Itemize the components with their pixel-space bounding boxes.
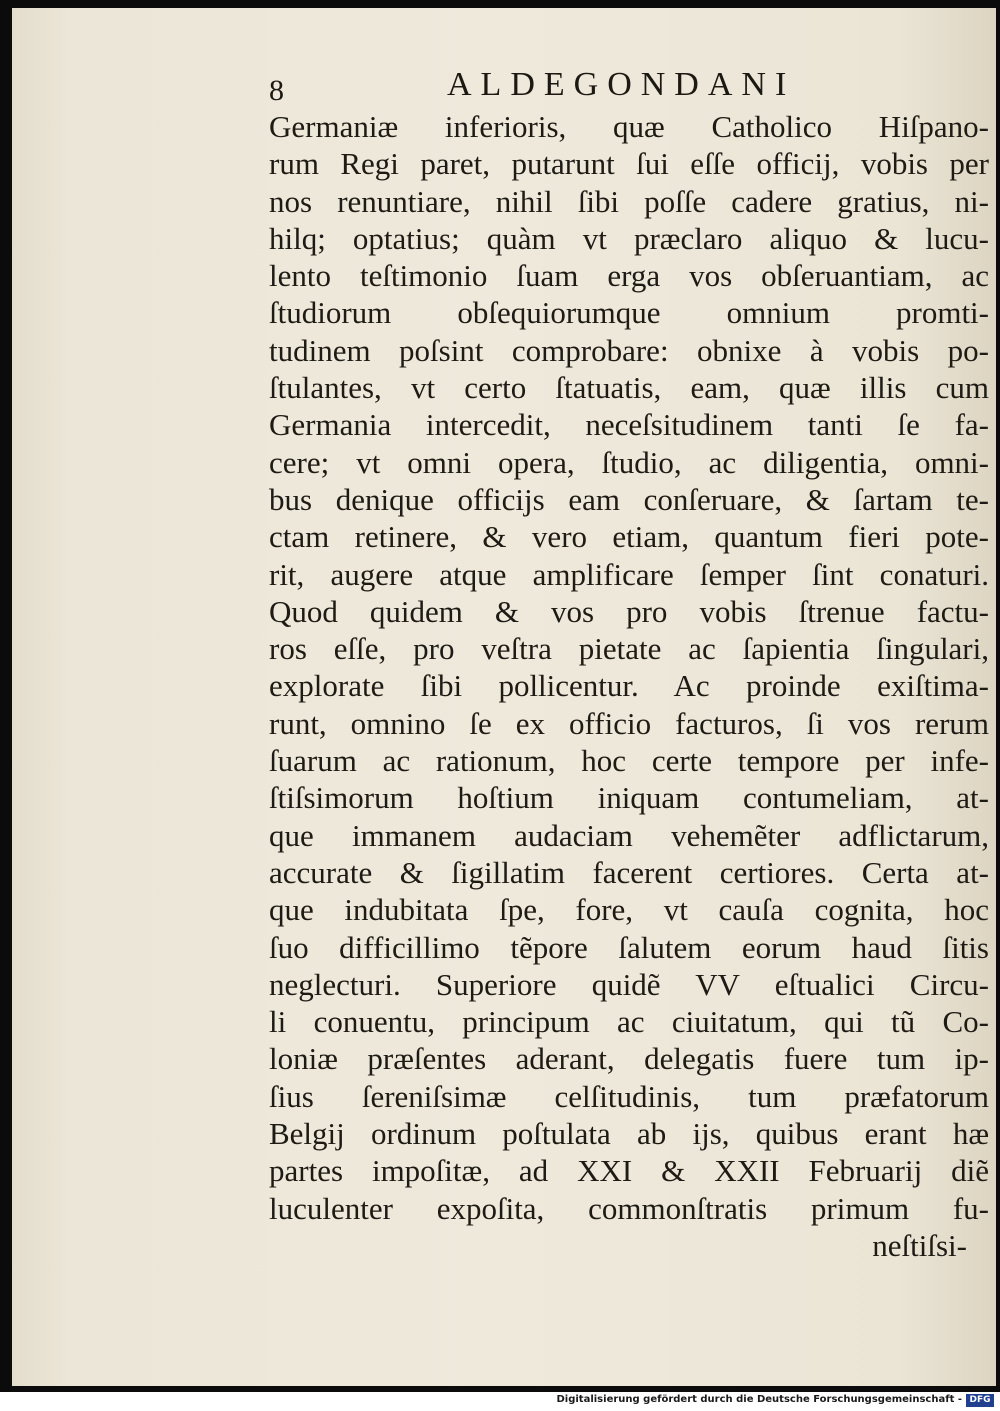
text-line: ſtiſsimorum hoſtium iniquam contumeliam, at-: [269, 780, 989, 816]
text-line: ſtulantes, vt certo ſtatuatis, eam, quæ illis cum: [269, 370, 989, 406]
text-line: loniæ præſentes aderant, delegatis fuere tum ip-: [269, 1041, 989, 1077]
text-line: tudinem poſsint comprobare: obnixe à vobis po-: [269, 332, 989, 368]
page-number: 8: [269, 74, 284, 107]
catchword: neſtiſsi-: [872, 1227, 967, 1263]
digitization-footer: [0, 1392, 1000, 1411]
running-head: [257, 66, 977, 110]
text-line: ſtudiorum obſequiorumque omnium promti-: [269, 295, 989, 331]
text-line: li conuentu, principum ac ciuitatum, qui tũ Co-: [269, 1004, 989, 1040]
text-line: Germaniæ inferioris, quæ Catholico Hiſpano-: [269, 109, 989, 144]
body-text: [269, 108, 989, 1264]
text-line: ſuarum ac rationum, hoc certe tempore per infe-: [269, 743, 989, 779]
text-line: Germania intercedit, neceſsitudinem tanti ſe fa-: [269, 407, 989, 443]
text-line: que immanem audaciam vehemẽter adflictarum,: [269, 817, 989, 853]
text-line: Quod quidem & vos pro vobis ſtrenue factu-: [269, 593, 989, 629]
text-line: bus denique officijs eam conſeruare, & ſartam te-: [269, 481, 989, 517]
text-line: nos renuntiare, nihil ſibi poſſe cadere gratius, ni-: [269, 183, 989, 219]
text-line: accurate & ſigillatim facerent certiores. Certa at-: [269, 854, 989, 890]
text-line: partes impoſitæ, ad XXI & XXII Februarij diẽ: [269, 1153, 989, 1189]
running-title: ALDEGONDANI: [447, 66, 796, 103]
text-line: rit, augere atque amplificare ſemper ſint conaturi.: [269, 556, 989, 592]
text-line: ſius ſereniſsimæ celſitudinis, tum præfatorum: [269, 1078, 989, 1114]
book-page: [12, 8, 996, 1386]
dfg-logo: DFG: [966, 1394, 994, 1407]
text-line: luculenter expoſita, commonſtratis primum fu-: [269, 1190, 989, 1226]
text-line: ſuo difficillimo tẽpore ſalutem eorum haud ſitis: [269, 929, 989, 965]
text-line: explorate ſibi pollicentur. Ac proinde exiſtima-: [269, 668, 989, 704]
funding-credit: Digitalisierung gefördert durch die Deutsche Forschungsgemeinschaft -: [556, 1394, 962, 1405]
text-line: neglecturi. Superiore quidẽ VV eſtualici Circu-: [269, 966, 989, 1002]
text-line: runt, omnino ſe ex officio facturos, ſi vos rerum: [269, 705, 989, 741]
text-line: lento teſtimonio ſuam erga vos obſeruantiam, ac: [269, 258, 989, 294]
text-line: cere; vt omni opera, ſtudio, ac diligentia, omni-: [269, 444, 989, 480]
text-line: ros eſſe, pro veſtra pietate ac ſapientia ſingulari,: [269, 631, 989, 667]
text-line: hilq; optatius; quàm vt præclaro aliquo & lucu-: [269, 220, 989, 256]
text-line: rum Regi paret, putarunt ſui eſſe officij, vobis per: [269, 146, 989, 182]
text-line: ctam retinere, & vero etiam, quantum fieri pote-: [269, 519, 989, 555]
text-line: que indubitata ſpe, fore, vt cauſa cognita, hoc: [269, 892, 989, 928]
text-line: Belgij ordinum poſtulata ab ijs, quibus erant hæ: [269, 1116, 989, 1152]
